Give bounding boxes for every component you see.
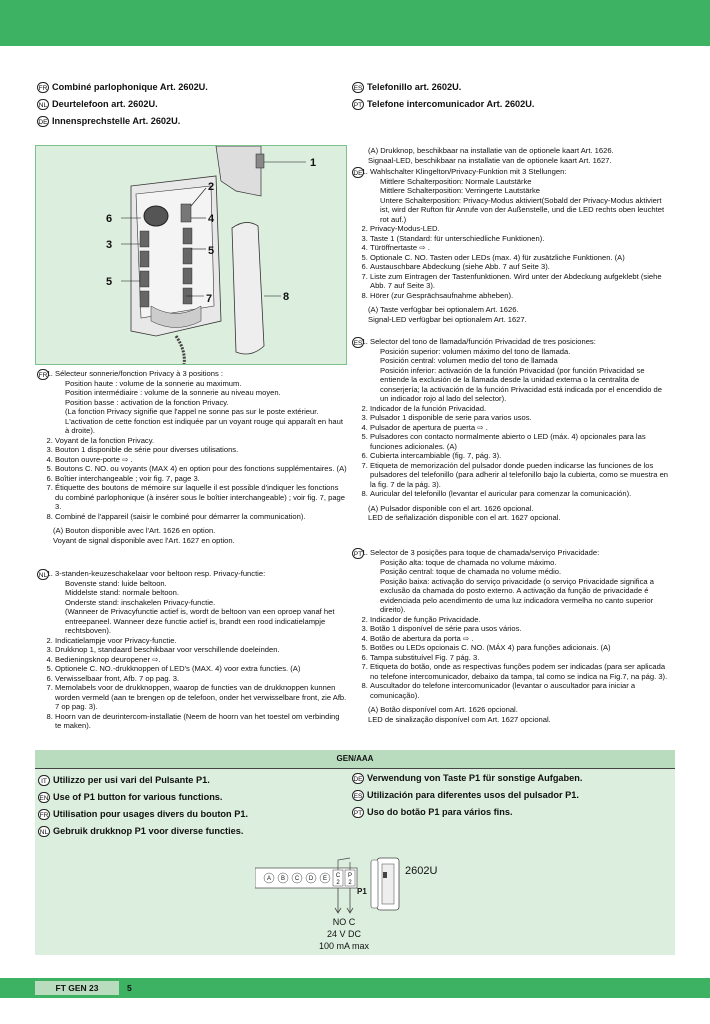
figure-label-6: 6 [106,213,113,225]
lang-badge: ES [352,337,364,348]
figure-label-3: 3 [106,239,113,251]
note-line: (A) Pulsador disponible con el art. 1626 opcional. [368,503,534,513]
header-text: Combiné parlophonique Art. 2602U. [52,82,208,92]
gen-fr [38,809,248,820]
item-text: Pulsadores con contacto normalmente abierto o LED (máx. 4) opcionales para las funciones adicionales. (A) [370,432,646,451]
header-text: Telefone intercomunicador Art. 2602U. [367,99,535,109]
de-item [370,253,670,263]
spec-current: 100 mA max [318,941,370,951]
pt-item [370,548,670,615]
gen-section [35,750,675,955]
nl-item [55,655,347,665]
pt-item [370,615,670,625]
item-text: Indicatielampje voor Privacy-functie. [55,635,177,645]
nl-item [55,683,347,712]
item-text: Taste 1 (Standard: für unterschiedliche Funktionen). [370,233,545,243]
pt-item [370,653,670,663]
gen-pt [352,807,513,818]
item-text: Hoorn van de deurintercom-installatie (Neem de hoorn van het toestel om verbinding te maken). [55,711,340,730]
lang-badge: ES [352,82,364,93]
de-item [370,291,670,301]
item-text: Tampa substituível Fig. 7 pág. 3. [370,652,480,662]
de-item [370,234,670,244]
lang-badge: NL [37,569,49,580]
pt-item [370,624,670,634]
de-item [370,262,670,272]
gen-text: Gebruik drukknop P1 voor diverse functies. [53,826,244,836]
lang-badge: ES [352,790,364,801]
item-subline: Untere Schalterposition: Privacy-Modus aktiviert(Sobald der Privacy-Modus aktiviert ist, wird der Rufton für Anrufe von der Außenstelle, und die LED rechts oben leuchtet rot auf.) [380,195,665,224]
item-text: Drukknop 1, standaard beschikbaar voor verschillende doeleinden. [55,645,280,654]
item-text: Bouton ouvre-porte ⇨ . [55,454,133,464]
fr-item [55,455,347,465]
item-subline: Posición superior: volumen máximo del tono de llamada. [380,346,571,356]
lang-badge: PT [352,99,364,110]
item-subline: Middelste stand: normale beltoon. [65,588,179,597]
fr-item [55,483,347,512]
fr-item [55,445,347,455]
intercom-illustration [36,146,346,364]
fr-item [55,436,347,446]
lang-badge: FR [38,809,50,820]
item-text: Selector del tono de llamada/función Privacidad de tres posiciones: [370,337,596,346]
gen-text: Utilizzo per usi vari del Pulsante P1. [53,775,210,785]
figure-label-2: 2 [208,181,215,193]
header-fr [37,82,208,93]
page-number: 5 [127,983,132,993]
header-text: Innensprechstelle Art. 2602U. [52,116,181,126]
item-text: Boutons C. NO. ou voyants (MAX 4) en option pour des fonctions supplémentaires. (A) [55,464,347,473]
item-text: 3-standen-keuzeschakelaar voor beltoon resp. Privacy-functie: [55,569,266,578]
item-text: Selector de 3 posições para toque de chamada/serviço Privacidade: [370,548,600,557]
note-line: LED de sinalização disponível com Art. 1627 opcional. [368,714,551,724]
header-nl [37,99,158,110]
gen-text: Utilisation pour usages divers du bouton P1. [53,809,249,819]
item-text: Optionale C. NO. Tasten oder LEDs (max. 4) für zusätzliche Funktionen. (A) [370,252,625,262]
item-text: Türöffnertaste ⇨ . [370,243,430,252]
item-text: Indicador de la función Privacidad. [370,403,487,413]
item-subline: Posición inferior: activación de la función Privacidad (por función Privacidad se entiende la exclusión de la llamada desde la unidad externa o la centralita de conserjería; la activación de la función Privacidad está indicada por el encendido de un indicador rojo al lado del selector). [380,365,662,403]
pt-list [352,548,670,700]
note-line: (A) Botão disponível com Art. 1626 opcional. [368,705,518,714]
lang-badge: DE [352,167,364,178]
lang-badge: IT [38,775,50,786]
footer-doc-code: FT GEN 23 [35,981,119,995]
item-subline: (Wanneer de Privacyfunctie actief is, wordt de beltoon van een oproep vanaf het entreepaneel. Wanneer deze functie actief is, brandt een rood indicatielampje rechtsboven). [65,607,335,635]
nl-item [55,712,347,731]
item-text: Cubierta intercambiable (fig. 7, pág. 3). [370,451,502,460]
es-item [370,461,670,490]
item-subline: Mittlere Schalterposition: Normale Lautstärke [380,176,532,186]
nl-item [55,664,347,674]
item-text: Sélecteur sonnerie/fonction Privacy à 3 positions : [55,369,223,378]
item-text: Optionele C. NO.-drukknoppen of LED's (MAX. 4) voor extra functies. (A) [55,664,301,673]
es-item [370,404,670,414]
figure-label-7: 7 [206,293,213,305]
header-pt [352,99,534,110]
gen-divider [35,768,675,769]
header-text: Telefonillo art. 2602U. [367,82,462,92]
spec-no-c: NO C [332,917,356,927]
section-pt [352,548,670,724]
terminal-a: A [266,876,272,882]
item-text: Etiqueta do botão, onde as respectivas funções podem ser indicadas (para ser aplicada no telefone intercomunicador, debaixo da tampa, tal como se indica na Fig.7, na pág. 3). [370,662,668,681]
gen-es [352,790,579,801]
lang-badge: PT [352,548,364,559]
item-text: Bouton 1 disponible de série pour diverses utilisations. [55,445,239,454]
de-item [370,224,670,234]
terminal-c2-bot: 2 [336,880,340,886]
lang-badge: FR [37,369,49,380]
lang-badge: NL [37,99,49,110]
es-item [370,432,670,451]
item-subline: Posição central: toque de chamada no volume médio. [380,567,562,576]
figure-label-4: 4 [208,213,215,225]
wiring-diagram [255,850,455,955]
item-text: Pulsador 1 disponible de serie para varios usos. [370,413,532,422]
item-subline: Mittlere Schalterposition: Verringerte Lautstärke [380,186,540,195]
product-figure [35,145,347,365]
lang-badge: PT [352,807,364,818]
item-text: Memolabels voor de drukknoppen, waarop de functies van de drukknoppen kunnen worden vermeld (aan te brengen op de telefoon, onder het verwisselbare front, zie Afb. 7 op pag. 3). [55,683,347,711]
terminal-b: B [280,876,286,882]
note-line: (A) Drukknop, beschikbaar na installatie van de optionele kaart Art. 1626. [368,146,614,155]
terminal-c2-top: C [335,873,341,879]
es-item [370,337,670,404]
p1-label: P1 [357,887,367,896]
nl-item [55,674,347,684]
item-subline: Position intermédiaire : volume de la sonnerie au niveau moyen. [65,388,281,397]
gen-it [38,775,210,786]
item-subline: Posición central: volumen medio del tono de llamada [380,356,558,365]
es-item [370,489,670,499]
gen-text: Verwendung von Taste P1 für sonstige Aufgaben. [367,773,583,783]
nl-item [55,645,347,655]
top-green-bar [0,0,710,46]
item-text: Etiqueta de memorización del pulsador donde pueden indicarse las funciones de los pulsadores del telefonillo (para adherir al telefonillo bajo la cubierta, como se muestra en la fig. 7 de la pág. 3). [370,460,669,489]
lang-badge: DE [37,116,49,127]
gen-nl [38,826,243,837]
pt-item [370,643,670,653]
figure-label-1: 1 [310,157,317,169]
note-line: (A) Taste verfügbar bei optionalem Art. 1626. [368,305,519,314]
item-subline: Onderste stand: inschakelen Privacy-functie. [65,597,216,607]
terminal-d: D [308,876,314,882]
item-subline: Posição alta: toque de chamada no volume máximo. [380,557,557,567]
item-text: Botão 1 disponível de série para usos vários. [370,624,522,633]
item-text: Privacy-Modus-LED. [370,224,440,233]
item-text: Verwisselbaar front, Afb. 7 op pag. 3. [55,673,180,683]
de-item [370,272,670,291]
item-subline: Posição baixa: activação do serviço privacidade (o serviço Privacidade significa a exclusão da chamada do posto externo. A activação da função de privacidade é evidenciada pelo acendimento de uma luz indicadora vermelha no canto superior direito). [380,576,654,614]
item-text: Boîtier interchangeable ; voir fig. 7, page 3. [55,473,200,483]
gen-en [38,792,222,803]
lang-badge: NL [38,826,50,837]
pt-item [370,662,670,681]
nl-item [55,569,347,636]
gen-text: Use of P1 button for various functions. [53,792,223,802]
nl-notes [368,146,668,165]
item-text: Austauschbare Abdeckung (siehe Abb. 7 auf Seite 3). [370,262,550,271]
nl-item [55,636,347,646]
terminal-p2-bot: 2 [348,880,352,886]
fr-item [55,369,347,436]
note-line: (A) Bouton disponible avec l'Art. 1626 en option. [53,526,216,535]
section-nl [37,569,347,731]
item-text: Indicador de função Privacidade. [370,614,481,624]
item-subline: (La fonction Privacy signifie que l'appel ne sonne pas sur le poste extérieur. L'activation de cette fonction est indiquée par un voyant rouge qui apparaît en haut à droite). [65,407,343,435]
de-list [352,167,670,300]
item-text: Auricular del telefonillo (levantar el auricular para comenzar la comunicación). [370,489,632,498]
item-text: Auscultador do telefone intercomunicador (levantar o auscultador para iniciar a comunicação). [370,681,636,700]
figure-label-8: 8 [283,291,290,303]
nl-list [37,569,347,731]
es-list [352,337,670,499]
item-text: Pulsador de apertura de puerta ⇨ . [370,422,488,432]
figure-label-5b: 5 [106,276,113,288]
terminal-c: C [294,876,300,882]
device-name: 2602U [405,865,438,877]
terminal-p2-top: P [347,873,353,879]
lang-badge: FR [37,82,49,93]
fr-item [55,464,347,474]
item-text: Bedieningsknop deuropener ⇨. [55,654,161,664]
item-text: Botão de abertura da porta ⇨ . [370,633,474,643]
section-de [352,167,670,324]
header-es [352,82,461,93]
es-item [370,423,670,433]
item-text: Wahlschalter Klingelton/Privacy-Funktion mit 3 Stellungen: [370,167,567,176]
de-item [370,243,670,253]
item-subline: Position haute : volume de la sonnerie au maximum. [65,378,242,388]
gen-de [352,773,582,784]
note-line: Signal-LED verfügbar bei optionalem Art. 1627. [368,314,527,324]
figure-label-5a: 5 [208,245,215,257]
note-line: LED de señalización disponible con el art. 1627 opcional. [368,513,561,522]
es-item [370,413,670,423]
fr-list [37,369,347,521]
spec-voltage: 24 V DC [326,929,362,939]
note-line: Voyant de signal disponible avec l'Art. 1627 en option. [53,535,235,545]
item-text: Combiné de l'appareil (saisir le combiné pour démarrer la communication). [55,511,306,521]
item-subline: Position basse : activation de la fonction Privacy. [65,397,229,407]
gen-text: Utilización para diferentes usos del pulsador P1. [367,790,579,800]
item-text: Hörer (zur Gesprächsaufnahme abheben). [370,290,514,300]
fr-item [55,512,347,522]
pt-item [370,634,670,644]
item-text: Liste zum Eintragen der Tastenfunktionen. Wird unter der Abdeckung aufgeklebt (siehe Abb. 7 auf Seite 3). [370,271,662,290]
section-es [352,337,670,523]
item-text: Étiquette des boutons de mémoire sur laquelle il est possible d'indiquer les fonctions du combiné parlophonique (à insérer sous le boîtier interchangeable) ; voir fig. 7, page 3. [55,483,346,511]
pt-item [370,681,670,700]
section-fr [37,369,347,545]
item-subline: Bovenste stand: luide beltoon. [65,578,167,588]
fr-item [55,474,347,484]
es-item [370,451,670,461]
lang-badge: DE [352,773,364,784]
gen-title: GEN/AAA [35,750,675,768]
terminal-e: E [322,876,328,882]
lang-badge: EN [38,792,50,803]
item-text: Botões ou LEDs opcionais C. NO. (MÁX 4) para funções adicionais. (A) [370,643,611,652]
de-item [370,167,670,224]
item-text: Voyant de la fonction Privacy. [55,435,155,445]
header-de [37,116,180,127]
header-text: Deurtelefoon art. 2602U. [52,99,158,109]
note-line: Signaal-LED, beschikbaar na installatie van de optionele kaart Art. 1627. [368,155,612,165]
gen-text: Uso do botão P1 para vários fins. [367,807,513,817]
